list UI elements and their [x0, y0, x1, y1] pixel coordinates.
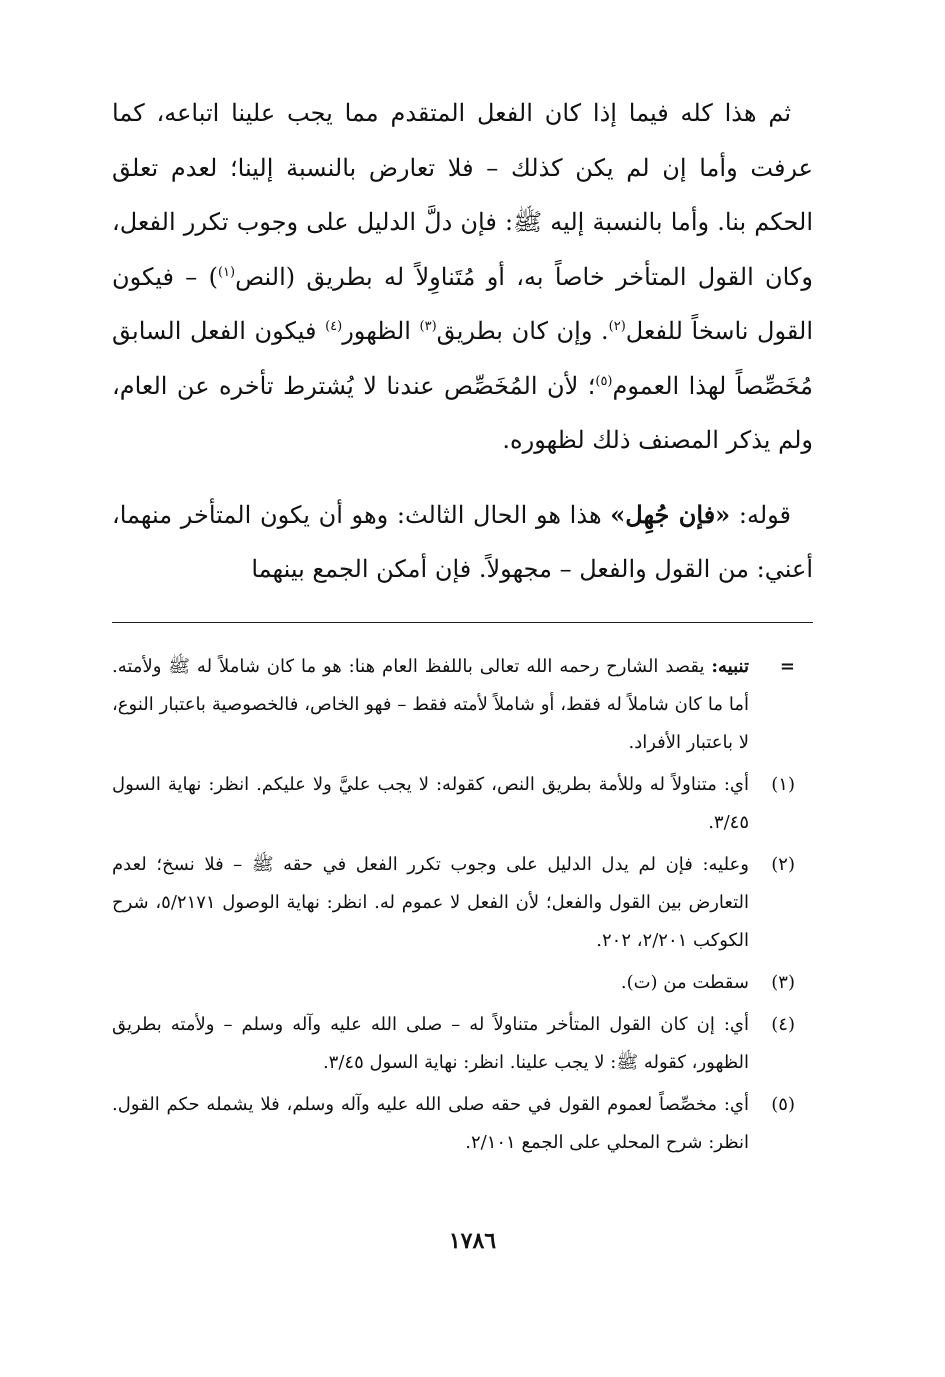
- paragraph-text: الظهور: [342, 317, 420, 345]
- paragraph-text: ؛ لأن المُخَصِّص عندنا لا يُشترط تأخره عن العام، ولم يذكر المصنف ذلك لظهوره.: [112, 371, 813, 454]
- footnote-text: وعليه: فإن لم يدل الدليل على وجوب تكرر الفعل في حقه ﷺ – فلا نسخ؛ لعدم التعارض بين القول والفعل؛ لأن الفعل لا عموم له. انظر: نهاية الوصول ٥/٢١٧١، شرح الكوكب ٢/٢٠١، ٢٠٢.: [112, 854, 749, 951]
- footnote-text: أي: متناولاً له وللأمة بطريق النص، كقوله: لا يجب عليَّ ولا عليكم. انظر: نهاية السول ٣/٤٥.: [112, 774, 749, 833]
- main-paragraph: [112, 86, 813, 468]
- footnote-item: [112, 766, 795, 842]
- footnote-item: [112, 846, 795, 960]
- footnote-text: سقطت من (ت).: [620, 972, 749, 993]
- footnote-body: يقصد الشارح رحمه الله تعالى باللفظ العام هنا: هو ما كان شاملاً له ﷺ ولأمته. أما ما كان شاملاً له فقط، أو شاملاً لأمته فقط – فهو الخاص، فالخصوصية باعتبار النوع، لا باعتبار الأفراد.: [112, 656, 749, 753]
- page-body: [112, 86, 813, 597]
- footnote-text: [112, 648, 749, 762]
- paragraph-text: ثم هذا كله فيما إذا كان الفعل المتقدم مما يجب علينا اتباعه، كما عرفت وأما إن لم يكن كذلك – فلا تعارض بالنسبة إلينا؛ لعدم تعلق الحكم بنا. وأما بالنسبة إليه ﷺ: فإن دلَّ الدليل على وجوب تكرر الفعل، وكان القول المتأخر خاصاً به، أو مُتَناوِلاً له بطريق (النص: [112, 99, 813, 291]
- paragraph-text: ) – فيكون القول ناسخاً للفعل: [112, 262, 813, 345]
- paragraph-text: هذا هو الحال الثالث: وهو أن يكون المتأخر منهما، أعني: من القول والفعل – مجهولاً. فإن أمكن الجمع بينهما: [112, 500, 813, 583]
- footnote-text: أي: إن كان القول المتأخر متناولاً له – صلى الله عليه وآله وسلم – ولأمته بطريق الظهور، كقوله ﷺ: لا يجب علينا. انظر: نهاية السول ٣/٤٥.: [112, 1014, 749, 1073]
- footnotes: [112, 648, 795, 1166]
- continuation-marker: =: [779, 656, 795, 677]
- footnote-separator: [112, 622, 813, 623]
- paragraph-text: قوله:: [730, 500, 792, 529]
- footnote-label: تنبيه:: [711, 656, 749, 677]
- footnote-continuation: [112, 648, 795, 762]
- footnote-item: [112, 1006, 795, 1082]
- page-number: ١٧٨٦: [448, 1228, 497, 1254]
- footnote-ref-5: (٥): [595, 373, 613, 389]
- footnote-number: (١): [771, 774, 795, 795]
- footnote-number: (٣): [771, 972, 795, 993]
- footnote-number: (٤): [771, 1014, 795, 1035]
- main-paragraph: [112, 488, 813, 597]
- footnote-ref-1: (١): [217, 264, 236, 280]
- footnote-item: [112, 964, 795, 1002]
- footnote-item: [112, 1086, 795, 1162]
- footnote-text: أي: مخصِّصاً لعموم القول في حقه صلى الله عليه وآله وسلم، فلا يشمله حكم القول. انظر: شرح المحلي على الجمع ٢/١٠١.: [112, 1094, 749, 1153]
- paragraph-text: فيكون الفعل السابق مُخَصِّصاً لهذا العموم: [112, 317, 813, 400]
- footnote-ref-3: (٣): [419, 319, 437, 334]
- main-text: [112, 86, 813, 597]
- footnote-number: (٢): [771, 854, 795, 875]
- quoted-phrase: «فإن جُهِل»: [610, 499, 731, 529]
- footnote-ref-2: (٢): [608, 319, 626, 334]
- paragraph-text: . وإن كان بطريق: [436, 317, 609, 345]
- footnote-number: (٥): [771, 1094, 795, 1115]
- footnote-ref-4: (٤): [325, 319, 343, 334]
